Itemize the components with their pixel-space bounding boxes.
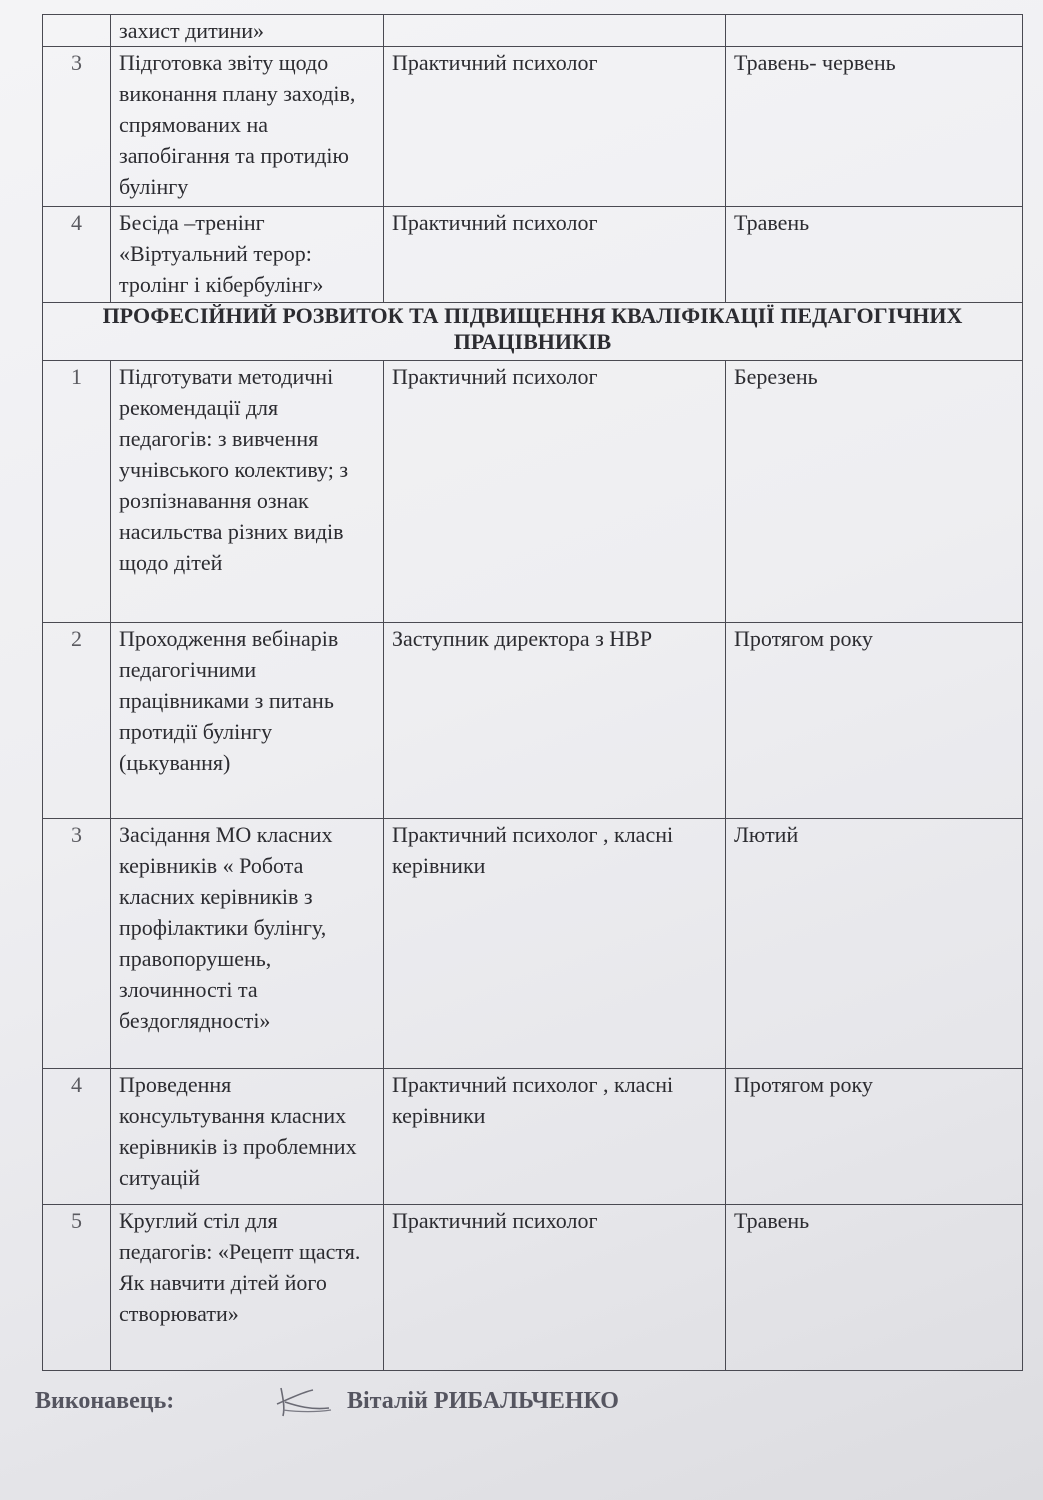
signature-line	[35, 1384, 735, 1424]
executor-name: Віталій РИБАЛЬЧЕНКО	[347, 1388, 619, 1414]
activity-plan-table	[42, 14, 1023, 1371]
term-cell: Травень- червень	[726, 47, 1023, 207]
event-cell: захист дитини»	[111, 15, 384, 47]
row-number	[43, 15, 111, 47]
responsible-cell: Заступник директора з НВР	[384, 623, 726, 819]
responsible-cell: Практичний психолог	[384, 47, 726, 207]
responsible-cell: Практичний психолог , класні керівники	[384, 819, 726, 1069]
section-header-row	[43, 303, 1023, 361]
table-row	[43, 47, 1023, 207]
table-row	[43, 361, 1023, 623]
table-row	[43, 207, 1023, 303]
table-row	[43, 1205, 1023, 1371]
row-number: 5	[43, 1205, 111, 1371]
table-row	[43, 623, 1023, 819]
table-row	[43, 1069, 1023, 1205]
row-number: 4	[43, 1069, 111, 1205]
term-cell: Протягом року	[726, 1069, 1023, 1205]
row-number: 3	[43, 47, 111, 207]
executor-label: Виконавець:	[35, 1388, 175, 1414]
event-cell: Проходження вебінарів педагогічними працівниками з питань протидії булінгу (цькування)	[111, 623, 384, 819]
responsible-cell: Практичний психолог	[384, 207, 726, 303]
event-cell: Підготовка звіту щодо виконання плану заходів, спрямованих на запобігання та протидію булінгу	[111, 47, 384, 207]
handwritten-signature-icon	[273, 1384, 335, 1420]
row-number: 4	[43, 207, 111, 303]
term-cell	[726, 15, 1023, 47]
table-row	[43, 15, 1023, 47]
term-cell: Лютий	[726, 819, 1023, 1069]
responsible-cell: Практичний психолог	[384, 1205, 726, 1371]
table-row	[43, 819, 1023, 1069]
event-cell: Засідання МО класних керівників « Робота класних керівників з профілактики булінгу, правопорушень, злочинності та бездоглядності»	[111, 819, 384, 1069]
responsible-cell: Практичний психолог	[384, 361, 726, 623]
term-cell: Протягом року	[726, 623, 1023, 819]
responsible-cell: Практичний психолог , класні керівники	[384, 1069, 726, 1205]
event-cell: Круглий стіл для педагогів: «Рецепт щастя. Як навчити дітей його створювати»	[111, 1205, 384, 1371]
term-cell: Березень	[726, 361, 1023, 623]
section-title: ПРОФЕСІЙНИЙ РОЗВИТОК ТА ПІДВИЩЕННЯ КВАЛІФІКАЦІЇ ПЕДАГОГІЧНИХ ПРАЦІВНИКІВ	[43, 303, 1023, 361]
term-cell: Травень	[726, 207, 1023, 303]
row-number: 1	[43, 361, 111, 623]
responsible-cell	[384, 15, 726, 47]
term-cell: Травень	[726, 1205, 1023, 1371]
row-number: 3	[43, 819, 111, 1069]
event-cell: Проведення консультування класних керівників із проблемних ситуацій	[111, 1069, 384, 1205]
row-number: 2	[43, 623, 111, 819]
event-cell: Підготувати методичні рекомендації для педагогів: з вивчення учнівського колективу; з розпізнавання ознак насильства різних видів щодо дітей	[111, 361, 384, 623]
event-cell: Бесіда –тренінг «Віртуальний терор: тролінг і кібербулінг»	[111, 207, 384, 303]
